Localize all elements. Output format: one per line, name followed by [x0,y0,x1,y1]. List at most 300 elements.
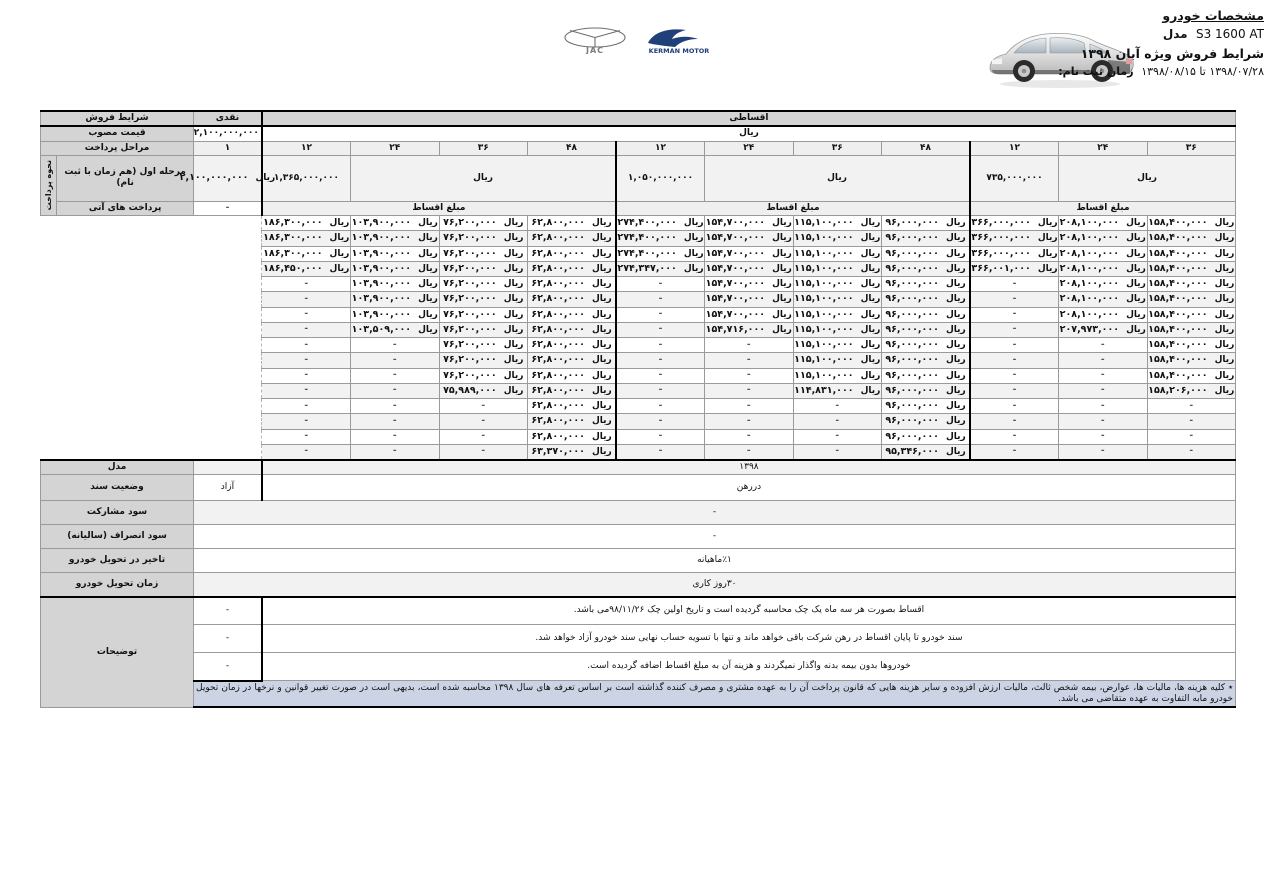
installment-amount: ۱۵۴,۷۱۶,۰۰۰ [705,323,766,335]
installment-empty: - [1100,370,1105,380]
duration-b-48: ۴۸ [882,141,971,155]
installment-currency: ریال [1214,279,1235,289]
installment-amount: ۱۱۴,۸۳۱,۰۰۰ [794,384,854,396]
installment-empty: - [1012,446,1017,457]
installment-cell [616,368,705,383]
installment-amount: ۱۵۸,۴۰۰,۰۰۰ [1148,217,1208,228]
document-header [0,0,1276,110]
installment-row [41,216,1236,231]
blue-disclaimer-note [194,681,1236,708]
installment-amount: ۱۰۳,۹۰۰,۰۰۰ [351,293,412,305]
installment-cell [882,429,971,444]
installment-cell [1059,322,1148,337]
installment-currency: ریال [860,309,881,320]
installment-amount: ۱۰۳,۹۰۰,۰۰۰ [351,232,412,244]
installment-amount: ۱۵۸,۴۰۰,۰۰۰ [1148,354,1208,366]
installment-empty: - [392,400,397,411]
label-model-year: مدل [41,460,194,475]
installment-currency: ریال [860,370,881,381]
installment-amount: ۱۱۵,۱۰۰,۰۰۰ [794,369,854,381]
installment-cell [1147,261,1236,276]
installment-amount: ۱۵۴,۷۰۰,۰۰۰ [705,308,766,320]
installment-empty: - [1012,354,1017,365]
installment-currency: ریال [1214,294,1235,305]
installment-cell [439,399,528,414]
installment-amount: ۱۵۸,۴۰۰,۰۰۰ [1148,339,1208,350]
registration-period [1058,63,1264,80]
installment-currency: ریال [329,263,350,274]
installment-cell [439,338,528,353]
installment-currency: ریال [591,309,612,320]
label-stage-one: مرحله اول (هم زمان با ثبت نام) [57,155,194,201]
installment-currency: ریال [503,324,524,335]
installment-cell [351,399,440,414]
installment-amount: ۱۱۵,۱۰۰,۰۰۰ [794,339,854,350]
installment-amount: ۶۲,۸۰۰,۰۰۰ [531,278,585,289]
installment-amount: ۹۶,۰۰۰,۰۰۰ [885,247,939,259]
model-year-cash [194,460,262,475]
installment-cell [262,338,351,353]
installment-amount: ۱۱۵,۱۰۰,۰۰۰ [794,217,854,228]
installment-amount: ۹۶,۰۰۰,۰۰۰ [885,384,939,396]
installment-empty: - [304,293,309,304]
installment-cell [528,383,617,398]
installment-amount: ۶۲,۸۰۰,۰۰۰ [531,354,585,366]
installment-cell [970,307,1059,322]
installment-currency: ریال [945,324,966,335]
installment-amount: ۷۶,۲۰۰,۰۰۰ [443,232,497,244]
installment-amount: ۷۶,۲۰۰,۰۰۰ [443,308,497,320]
installment-empty: - [1012,339,1017,350]
installment-cell [262,292,351,307]
installment-cell [439,322,528,337]
installment-amount: ۱۵۸,۲۰۶,۰۰۰ [1148,384,1208,396]
installment-amount: ۹۶,۰۰۰,۰۰۰ [885,262,939,274]
label-notes: توضیحات [41,597,194,708]
installment-row [41,414,1236,429]
label-future-payments: پرداخت های آتی [57,201,194,215]
installment-cell [970,231,1059,246]
installment-cell [528,216,617,231]
installment-cell [793,292,882,307]
installment-cell [882,444,971,460]
installment-cell [705,429,794,444]
installment-currency: ریال [945,401,966,411]
installment-currency: ریال [591,370,612,381]
installment-currency: ریال [418,248,438,259]
prepay-b-amount: ۱,۰۵۰,۰۰۰,۰۰۰ [616,155,705,201]
installment-currency: ریال [945,279,966,289]
installment-currency: ریال [1214,309,1235,320]
installment-cell [882,338,971,353]
installment-empty: - [304,278,309,289]
installment-amount: ۹۶,۰۰۰,۰۰۰ [885,308,939,320]
installment-cell [1147,414,1236,429]
duration-a-36: ۳۶ [439,141,528,155]
installment-amount: ۹۶,۰۰۰,۰۰۰ [885,278,939,289]
installment-cell [262,307,351,322]
installment-currency: ریال [503,385,524,396]
duration-b-24: ۲۴ [705,141,794,155]
installment-cell [439,307,528,322]
subheader-c-installment-amount: مبلغ اقساط [970,201,1236,215]
installment-currency: ریال [503,294,524,305]
installment-cell [793,307,882,322]
installment-currency: ریال [683,218,704,228]
installment-cell [616,444,705,460]
installment-cell [262,231,351,246]
installment-amount: ۱۸۶,۴۵۰,۰۰۰ [263,262,323,274]
model-label: مدل [1162,27,1188,42]
installment-amount: ۱۵۸,۴۰۰,۰۰۰ [1148,278,1208,289]
installment-cell [439,292,528,307]
installment-currency: ریال [860,263,881,274]
installment-currency: ریال [329,233,350,244]
installment-amount: ۱۸۶,۳۰۰,۰۰۰ [263,232,323,244]
installment-cell [882,414,971,429]
installment-empty: - [481,431,486,441]
installment-cell [439,231,528,246]
label-sale-terms: شرایط فروش [41,111,194,126]
installment-amount: ۳۶۶,۰۰۰,۰۰۰ [971,247,1031,259]
subheader-b-installment-amount: مبلغ اقساط [616,201,970,215]
installment-cell [1147,338,1236,353]
duration-c-12: ۱۲ [970,141,1059,155]
installment-currency: ریال [772,218,792,228]
participation-profit-value: - [194,501,1236,525]
installment-cell [1147,292,1236,307]
installment-cell [1059,277,1148,292]
installment-cell [882,399,971,414]
installment-cell [262,368,351,383]
installment-cell [705,383,794,398]
installment-empty: - [392,431,397,441]
row-participation-profit [41,501,1236,525]
installment-currency: ریال [945,355,966,366]
registration-value: ۱۳۹۸/۰۷/۲۸ تا ۱۳۹۸/۰۸/۱۵ [1141,65,1264,79]
installment-amount: ۱۸۶,۳۰۰,۰۰۰ [263,217,323,228]
installment-currency: ریال [683,233,704,244]
installment-amount: ۹۶,۰۰۰,۰۰۰ [885,217,939,228]
installment-amount: ۷۶,۲۰۰,۰۰۰ [443,217,497,228]
installment-cell [970,261,1059,276]
installment-cell [970,338,1059,353]
installment-amount: ۱۵۸,۴۰۰,۰۰۰ [1148,369,1208,381]
installment-currency: ریال [591,340,612,350]
installment-amount: ۹۶,۰۰۰,۰۰۰ [885,400,939,411]
installment-empty: - [304,431,309,441]
duration-a-48: ۴۸ [528,141,617,155]
installment-currency: ریال [1037,218,1058,228]
installment-empty: - [304,339,309,350]
installment-cell [439,246,528,261]
installment-cell [970,246,1059,261]
installment-empty: - [835,415,840,426]
installment-empty: - [1189,415,1194,426]
row-note-1 [41,597,1236,625]
installment-amount: ۲۰۸,۱۰۰,۰۰۰ [1059,247,1120,259]
installment-currency: ریال [591,279,612,289]
installment-amount: ۷۶,۲۰۰,۰۰۰ [443,278,497,289]
installment-cell [528,444,617,460]
svg-text:KERMAN MOTOR: KERMAN MOTOR [648,47,710,54]
installment-currency: ریال [772,263,792,274]
installment-cell [1059,383,1148,398]
installment-amount: ۱۵۴,۷۰۰,۰۰۰ [705,247,766,259]
installment-empty: - [481,400,486,411]
note-mark-2: - [194,625,262,653]
installment-cell [262,277,351,292]
installment-currency: ریال [503,309,524,320]
installment-amount: ۱۵۴,۷۰۰,۰۰۰ [705,232,766,244]
installment-cell [616,399,705,414]
row-stage-one [41,155,1236,201]
installment-amount: ۱۱۵,۱۰۰,۰۰۰ [794,262,854,274]
installment-cell [1147,383,1236,398]
installment-row [41,292,1236,307]
installment-currency: ریال [1126,294,1146,305]
installment-cell [1059,444,1148,460]
installment-currency: ریال [945,248,966,259]
installment-currency: ریال [503,263,524,274]
installment-cell [1059,307,1148,322]
installment-currency: ریال [591,263,612,274]
installment-cell [616,414,705,429]
installment-amount: ۳۶۶,۰۰۱,۰۰۰ [971,262,1031,274]
duration-a-24: ۲۴ [351,141,440,155]
installment-currency: ریال [1037,263,1058,274]
installment-amount: ۱۱۵,۱۰۰,۰۰۰ [794,293,854,305]
installment-empty: - [658,339,663,350]
installment-empty: - [658,431,663,441]
installment-amount: ۱۱۵,۱۰۰,۰۰۰ [794,232,854,244]
installment-amount: ۱۵۴,۷۰۰,۰۰۰ [705,278,766,289]
installment-empty: - [1012,400,1017,411]
installment-cell [616,429,705,444]
installment-currency: ریال [591,401,612,411]
row-blue-note [41,681,1236,708]
installment-empty: - [1189,400,1194,411]
installment-currency: ریال [418,263,438,274]
installment-empty: - [746,431,751,441]
installment-amount: ۶۲,۸۰۰,۰۰۰ [531,308,585,320]
installment-cell [528,368,617,383]
installment-amount: ۱۰۳,۹۰۰,۰۰۰ [351,278,412,289]
installment-currency: ریال [1214,370,1235,381]
doc-status-cash: آزاد [194,475,262,501]
installment-amount: ۹۶,۰۰۰,۰۰۰ [885,354,939,366]
installment-cell [1147,353,1236,368]
installment-amount: ۲۷۴,۴۰۰,۰۰۰ [617,232,677,244]
installment-amount: ۹۶,۰۰۰,۰۰۰ [885,323,939,335]
installment-amount: ۱۰۳,۹۰۰,۰۰۰ [351,308,412,320]
installment-currency: ریال [591,324,612,335]
installment-empty: - [481,446,486,457]
installment-currency: ریال [591,248,612,259]
installment-cell [882,322,971,337]
installment-cell [351,322,440,337]
installment-cell [439,261,528,276]
installment-cell [1059,353,1148,368]
installment-amount: ۱۵۴,۷۰۰,۰۰۰ [705,293,766,305]
installment-cell [970,292,1059,307]
installment-currency: ریال [1126,218,1146,228]
installment-cell [793,429,882,444]
sale-terms-title: شرایط فروش ویژه آبان ۱۳۹۸ [1080,45,1264,61]
installment-cell [439,368,528,383]
label-payment-stages: مراحل پرداخت [41,141,194,155]
installment-cell [351,338,440,353]
installment-currency: ریال [1126,263,1146,274]
installment-amount: ۶۲,۸۰۰,۰۰۰ [531,232,585,244]
installment-row [41,368,1236,383]
installment-empty: - [658,278,663,289]
installment-cell [262,429,351,444]
installment-cell [528,322,617,337]
installment-amount: ۲۰۸,۱۰۰,۰۰۰ [1059,278,1120,289]
installment-cell [1147,322,1236,337]
duration-c-24: ۲۴ [1059,141,1148,155]
row-approved-price [41,126,1236,141]
installment-cell [528,231,617,246]
installment-amount: ۶۲,۸۰۰,۰۰۰ [531,293,585,305]
cash-stage-one-amount: ۲,۱۰۰,۰۰۰,۰۰۰ [179,172,249,184]
vehicle-spec-block [1058,6,1264,80]
note-text-3: خودروها بدون بیمه بدنه واگذار نمیگردند و هزینه آن به مبلغ اقساط اضافه گردیده است. [262,653,1236,681]
installment-cell [882,277,971,292]
installment-empty: - [304,309,309,319]
installment-cell [616,383,705,398]
installment-currency: ریال [860,294,881,305]
installment-cell [705,261,794,276]
installment-currency: ریال [418,218,438,228]
installment-cell [616,322,705,337]
installment-empty: - [392,354,397,365]
installment-currency: ریال [860,233,881,244]
installment-amount: ۷۶,۲۰۰,۰۰۰ [443,354,497,366]
installment-cell [882,261,971,276]
installment-empty: - [1100,339,1105,350]
model-value: S3 1600 AT [1195,27,1264,42]
installment-cell [1059,414,1148,429]
installment-cell [1147,368,1236,383]
installment-cell [970,414,1059,429]
installment-amount: ۱۰۳,۹۰۰,۰۰۰ [351,217,412,228]
installment-cell [1059,261,1148,276]
installment-cell [528,353,617,368]
installment-amount: ۷۵,۹۸۹,۰۰۰ [443,384,497,396]
installment-empty: - [304,415,309,426]
installment-cell [970,216,1059,231]
withdrawal-profit-value: - [194,525,1236,549]
installment-amount: ۱۸۶,۳۰۰,۰۰۰ [263,247,323,259]
installment-amount: ۹۶,۰۰۰,۰۰۰ [885,369,939,381]
installment-currency: ریال [860,218,881,228]
cash-stages: ۱ [194,141,262,155]
installment-amount: ۶۲,۸۰۰,۰۰۰ [531,323,585,335]
installment-amount: ۶۲,۸۰۰,۰۰۰ [531,247,585,259]
kerman-motor-logo [644,26,714,54]
installment-cell [793,216,882,231]
installment-cell [793,322,882,337]
installment-empty: - [1012,385,1017,396]
row-doc-status [41,475,1236,501]
installment-amount: ۶۲,۸۰۰,۰۰۰ [531,262,585,274]
installment-cell [262,322,351,337]
installment-currency: ریال [1126,248,1146,259]
prepay-c-currency: ریال [1059,155,1236,201]
installment-empty: - [658,309,663,319]
label-participation-profit: سود مشارکت [41,501,194,525]
installment-empty: - [304,385,309,396]
installment-amount: ۱۰۳,۵۰۹,۰۰۰ [351,323,412,335]
installment-row [41,246,1236,261]
installment-currency: ریال [591,355,612,366]
row-payment-stages [41,141,1236,155]
installment-currency: ریال [1214,263,1235,274]
installment-amount: ۲۷۴,۴۰۰,۰۰۰ [617,217,677,228]
installment-cell [528,399,617,414]
installment-empty: - [835,446,840,457]
row-delivery-time [41,573,1236,597]
installment-amount: ۱۵۸,۴۰۰,۰۰۰ [1148,323,1208,335]
installment-currency: ریال [1214,340,1235,350]
installment-cell [793,231,882,246]
prepay-c-amount: ۷۳۵,۰۰۰,۰۰۰ [970,155,1059,201]
installment-cell [528,277,617,292]
installment-cell [793,338,882,353]
installment-amount: ۲۰۸,۱۰۰,۰۰۰ [1059,262,1120,274]
installment-currency: ریال [418,309,438,320]
installment-cell [882,383,971,398]
installment-currency: ریال [860,355,881,366]
installment-cell [882,246,971,261]
installment-cell [970,322,1059,337]
row-delivery-delay [41,549,1236,573]
installment-cell [616,307,705,322]
installment-cell [1059,338,1148,353]
installment-cell [616,292,705,307]
installment-cell [262,414,351,429]
installment-amount: ۹۵,۳۴۶,۰۰۰ [885,445,939,457]
installment-cell [705,322,794,337]
installment-currency: ریال [1214,248,1235,259]
spec-title: مشخصات خودرو [1162,8,1264,23]
installment-empty: - [658,415,663,426]
doc-status-installment: دررهن [262,475,1236,501]
prepay-a-amount: ۱,۳۶۵,۰۰۰,۰۰۰ [262,155,351,201]
installment-empty: - [304,354,309,365]
installment-currency: ریال [329,218,350,228]
installment-row [41,231,1236,246]
installment-cell [793,246,882,261]
installment-amount: ۷۶,۲۰۰,۰۰۰ [443,339,497,350]
installment-cell [439,216,528,231]
installment-cell [616,261,705,276]
installment-cell [705,368,794,383]
installment-currency: ریال [945,340,966,350]
installment-cell [705,399,794,414]
installment-currency: ریال [945,218,966,228]
installment-cell [439,277,528,292]
installment-currency: ریال [591,218,612,228]
installment-cell [351,246,440,261]
installment-empty: - [304,370,309,380]
installment-cell [793,261,882,276]
installment-amount: ۱۱۵,۱۰۰,۰۰۰ [794,278,854,289]
delivery-time-value: ۳۰روز کاری [194,573,1236,597]
installment-currency: ریال [945,416,966,427]
